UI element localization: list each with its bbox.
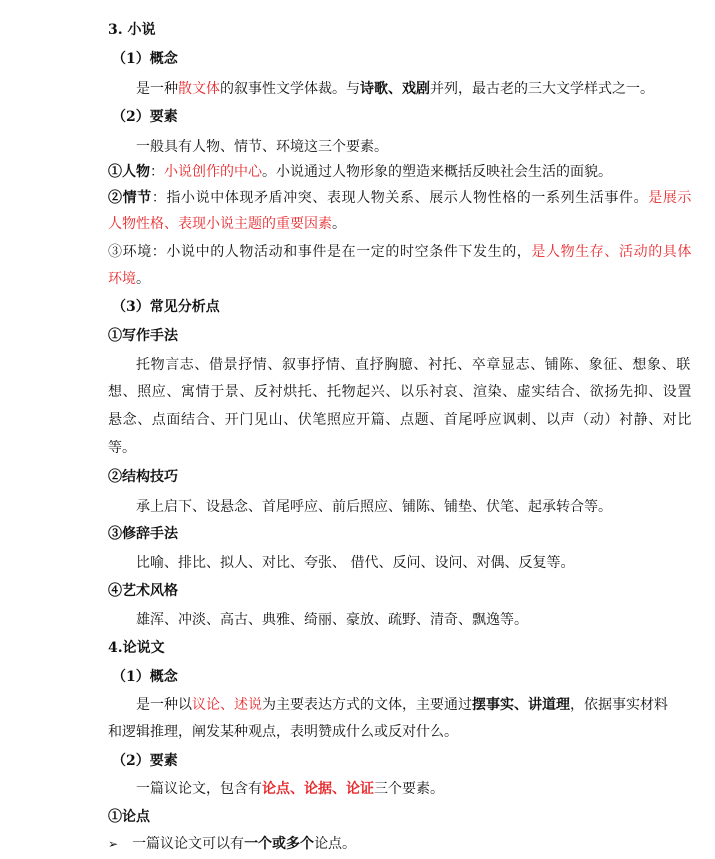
s3-writing-line: 等。 [108,440,136,456]
s4-elements-paragraph: 一篇议论文，包含有论点、论据、论证三个要素。 [136,781,444,797]
s4-concept-paragraph-line2: 和逻辑推理，阐发某种观点，表明赞成什么或反对什么。 [108,724,458,740]
s3-environment-paragraph-line1: ③环境：小说中的人物活动和事件是在一定的时空条件下发生的，是人物生存、活动的具体 [108,244,693,260]
s4-thesis-heading: ①论点 [108,809,150,825]
s3-plot-paragraph-line1: ②情节：指小说中体现矛盾冲突、表现人物关系、展示人物性格的一系列生活事件。是展示 [108,190,693,206]
s4-concept-paragraph-line1: 是一种以议论、述说为主要表达方式的文体，主要通过摆事实、讲道理，依据事实材料 [136,697,668,713]
s4-thesis-bullet-item: ➢ 一篇议论文可以有一个或多个论点。 [108,836,357,852]
s3-rhetoric-heading: ③修辞手法 [108,526,178,542]
s3-elements-heading: （2）要素 [112,109,178,125]
s4-elements-heading: （2）要素 [112,753,178,769]
s3-rhetoric-text: 比喻、排比、拟人、对比、夸张、 借代、反问、设问、对偶、反复等。 [136,555,575,571]
s3-elements-intro: 一般具有人物、情节、环境这三个要素。 [136,139,388,155]
s3-character-paragraph: ①人物：小说创作的中心。小说通过人物形象的塑造来概括反映社会生活的面貌。 [108,164,612,180]
s3-writing-line: 托物言志、借景抒情、叙事抒情、直抒胸臆、衬托、卒章显志、铺陈、象征、想象、联 [136,357,691,373]
s3-analysis-heading: （3）常见分析点 [112,299,220,315]
arrow-bullet-icon: ➢ [108,837,119,851]
section-4-heading: 4.论说文 [108,640,165,656]
s4-concept-heading: （1）概念 [112,669,178,685]
s3-writing-heading: ①写作手法 [108,328,178,344]
s3-writing-line: 想、照应、寓情于景、反衬烘托、托物起兴、以乐衬哀、渲染、虚实结合、欲扬先抑、设置 [108,384,692,400]
s3-concept-paragraph: 是一种散文体的叙事性文学体裁。与诗歌、戏剧并列，最古老的三大文学样式之一。 [136,81,654,97]
s3-concept-heading: （1）概念 [112,51,178,67]
s3-style-heading: ④艺术风格 [108,583,178,599]
s3-plot-paragraph-line2: 人物性格、表现小说主题的重要因素。 [108,216,346,232]
section-3-heading: 3. 小说 [108,22,156,38]
s3-structure-heading: ②结构技巧 [108,469,178,485]
s3-environment-paragraph-line2: 环境。 [108,271,150,287]
s3-writing-line: 悬念、点面结合、开门见山、伏笔照应开篇、点题、首尾呼应讽刺、以声（动）衬静、对比 [108,412,692,428]
s3-style-text: 雄浑、冲淡、高古、典雅、绮丽、豪放、疏野、清奇、飘逸等。 [136,612,528,628]
s3-structure-text: 承上启下、设悬念、首尾呼应、前后照应、铺陈、铺垫、伏笔、起承转合等。 [136,499,612,515]
